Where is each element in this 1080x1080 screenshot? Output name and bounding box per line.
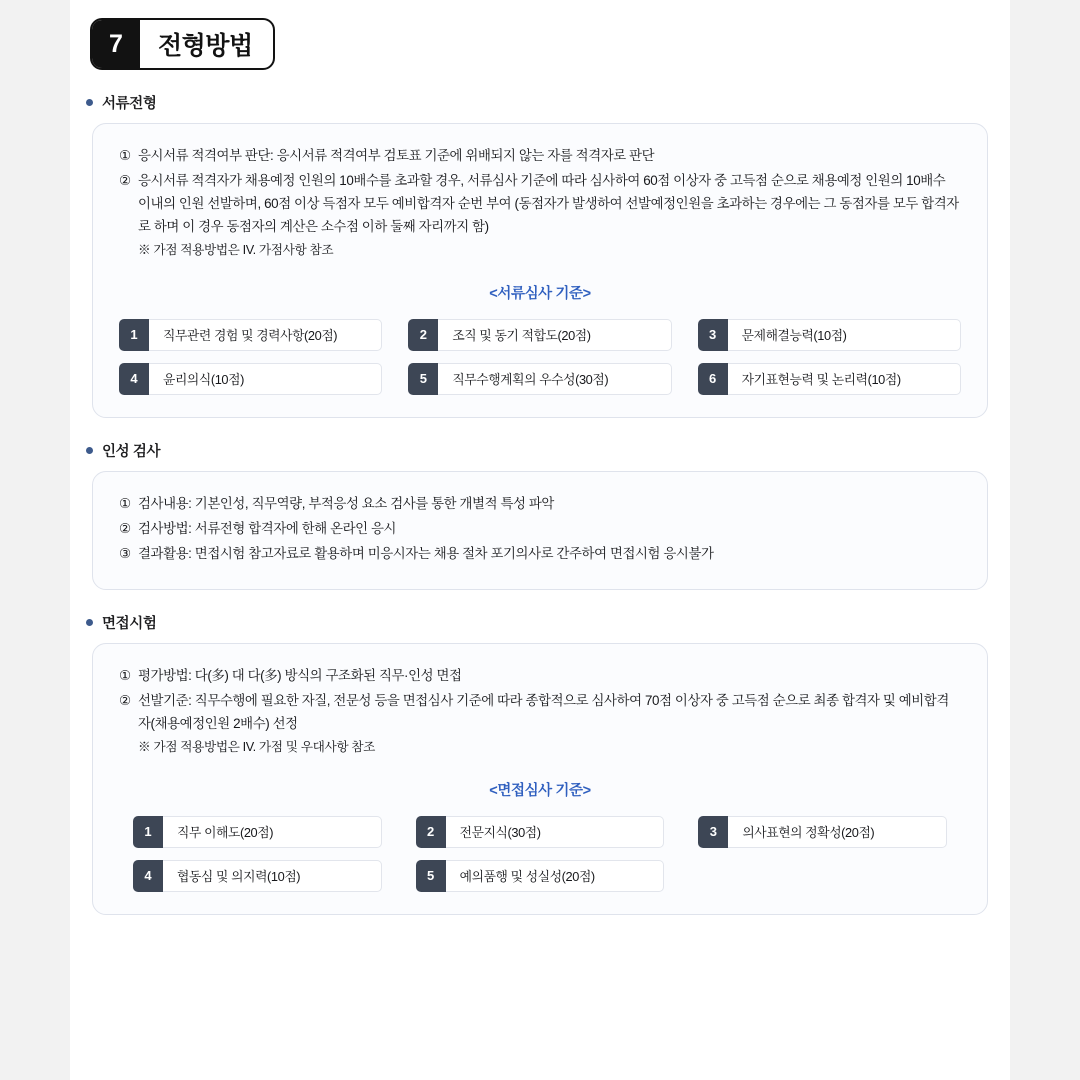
page-title: 전형방법 <box>158 32 253 60</box>
criteria-item-empty <box>698 860 947 892</box>
clause-marker: ① <box>119 148 131 163</box>
clause-marker: ② <box>119 692 131 708</box>
clause-marker: ① <box>119 667 131 683</box>
criteria-label: 직무관련 경험 및 경력사항(20점) <box>149 319 382 351</box>
clause-marker: ② <box>119 173 131 189</box>
clause-marker: ② <box>119 520 131 536</box>
clause-marker: ③ <box>119 545 131 561</box>
criteria-item <box>416 860 665 892</box>
criteria-number: 3 <box>698 816 728 848</box>
criteria-number: 5 <box>408 363 438 395</box>
document-page <box>70 0 1010 1080</box>
criteria-grid <box>119 816 961 892</box>
bullet-dot-icon <box>86 99 93 106</box>
block-heading-document-screening <box>86 92 1010 113</box>
criteria-number: 2 <box>416 816 446 848</box>
clause-text: 검사방법: 서류전형 합격자에 한해 온라인 응시 <box>138 520 397 536</box>
block-heading-label: 인성 검사 <box>102 443 161 460</box>
criteria-label: 전문지식(30점) <box>446 816 665 848</box>
block-heading-label: 서류전형 <box>102 96 157 112</box>
card-interview <box>92 643 988 915</box>
criteria-label: 윤리의식(10점) <box>149 363 382 395</box>
criteria-item <box>698 816 947 848</box>
criteria-item <box>408 363 671 395</box>
criteria-item <box>119 363 382 395</box>
clause-text: 평가방법: 다(多) 대 다(多) 방식의 구조화된 직무·인성 면접 <box>138 667 462 683</box>
clause-text: 응시서류 적격여부 판단: 응시서류 적격여부 검토표 기준에 위배되지 않는 자를 적격자로 판단 <box>138 148 655 163</box>
block-heading-personality-test <box>86 440 1010 461</box>
criteria-number: 5 <box>416 860 446 892</box>
bullet-dot-icon <box>86 619 93 626</box>
clause <box>119 169 961 238</box>
criteria-label: 조직 및 동기 적합도(20점) <box>438 319 671 351</box>
clause <box>119 517 961 540</box>
criteria-number: 3 <box>698 319 728 351</box>
criteria-label: 의사표현의 정확성(20점) <box>728 816 947 848</box>
block-heading-label: 면접시험 <box>102 615 157 632</box>
criteria-item <box>119 319 382 351</box>
criteria-item <box>133 860 382 892</box>
criteria-number: 2 <box>408 319 438 351</box>
bullet-dot-icon <box>86 447 93 454</box>
criteria-title: <면접심사 기준> <box>489 782 591 799</box>
card-personality-test <box>92 471 988 590</box>
criteria-label: 직무 이해도(20점) <box>163 816 382 848</box>
card-document-screening <box>92 123 988 418</box>
criteria-number: 1 <box>119 319 149 351</box>
criteria-number: 6 <box>698 363 728 395</box>
clause-note: ※ 가점 적용방법은 IV. 가점사항 참조 <box>138 243 334 258</box>
clause <box>119 144 961 167</box>
criteria-item <box>416 816 665 848</box>
criteria-label: 협동심 및 의지력(10점) <box>163 860 382 892</box>
criteria-number: 1 <box>133 816 163 848</box>
clause-text: 응시서류 적격자가 채용예정 인원의 10배수를 초과할 경우, 서류심사 기준에 따라 심사하여 60점 이상자 중 고득점 순으로 채용예정 인원의 10배수 이내의 인원 선발하며, 60점 이상 득점자 모두 예비합격자 순번 부여 (동점자가 발생하여 선발예정인원을 초과하는 경우에는 그 동점자를 모두 합격자로 하며 이 경우 동점자의 계산은 소수점 이하 둘째 자리까지 함) <box>138 173 959 235</box>
clause-text: 검사내용: 기본인성, 직무역량, 부적응성 요소 검사를 통한 개별적 특성 파악 <box>138 495 554 511</box>
clause-text: 선발기준: 직무수행에 필요한 자질, 전문성 등을 면접심사 기준에 따라 종합적으로 심사하여 70점 이상자 중 고득점 순으로 최종 합격자 및 예비합격자(채용예정인원 2배수) 선정 <box>138 692 949 732</box>
section-header <box>90 18 275 70</box>
criteria-grid <box>119 319 961 395</box>
criteria-item <box>698 363 961 395</box>
section-number: 7 <box>92 20 140 68</box>
criteria-label: 자기표현능력 및 논리력(10점) <box>728 363 961 395</box>
criteria-number: 4 <box>119 363 149 395</box>
clause <box>119 542 961 565</box>
criteria-title: <서류심사 기준> <box>489 285 591 302</box>
criteria-item <box>133 816 382 848</box>
clause <box>119 492 961 515</box>
block-heading-interview <box>86 612 1010 633</box>
clause <box>119 689 961 735</box>
clause-text: 결과활용: 면접시험 참고자료로 활용하며 미응시자는 채용 절차 포기의사로 간주하여 면접시험 응시불가 <box>138 545 714 561</box>
criteria-label: 직무수행계획의 우수성(30점) <box>438 363 671 395</box>
criteria-label: 예의품행 및 성실성(20점) <box>446 860 665 892</box>
criteria-number: 4 <box>133 860 163 892</box>
clause-marker: ① <box>119 495 131 511</box>
criteria-item <box>698 319 961 351</box>
criteria-item <box>408 319 671 351</box>
clause <box>119 664 961 687</box>
criteria-label: 문제해결능력(10점) <box>728 319 961 351</box>
clause-note: ※ 가점 적용방법은 IV. 가점 및 우대사항 참조 <box>138 740 376 755</box>
